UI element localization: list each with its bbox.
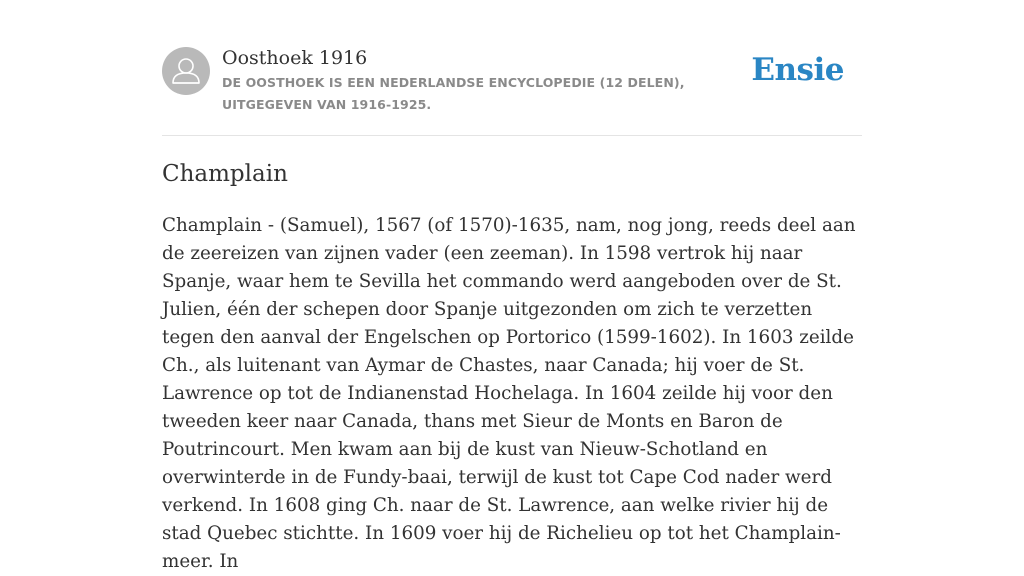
article-title: Champlain [162, 161, 288, 187]
user-icon [162, 47, 210, 95]
source-avatar[interactable] [162, 47, 210, 95]
source-header [162, 46, 862, 136]
article-body: Champlain - (Samuel), 1567 (of 1570)-1635, nam, nog jong, reeds deel aan de zeereizen van zijnen vader (een zeeman). In 1598 vertrok hij naar Spanje, waar hem te Sevilla het commando werd aangeboden over de St. Julien, één der schepen door Spanje uitgezonden om zich te verzetten tegen den aanval der Engelschen op Portorico (1599-1602). In 1603 zeilde Ch., als luitenant van Aymar de Chastes, naar Canada; hij voer de St. Lawrence op tot de Indianenstad Hochelaga. In 1604 zeilde hij voor den tweeden keer naar Canada, thans met Sieur de Monts en Baron de Poutrincourt. Men kwam aan bij de kust van Nieuw-Schotland en overwinterde in de Fundy-baai, terwijl de kust tot Cape Cod nader werd verkend. In 1608 ging Ch. naar de St. Lawrence, aan welke rivier hij de stad Quebec stichtte. In 1609 voer hij de Richelieu op tot het Champlain-meer. In [162, 215, 856, 572]
ensie-logo-link[interactable]: Ensie [751, 52, 844, 88]
header-divider [162, 135, 862, 136]
source-name[interactable]: Oosthoek 1916 [222, 47, 368, 69]
source-description: DE OOSTHOEK IS EEN NEDERLANDSE ENCYCLOPEDIE (12 DELEN), UITGEGEVEN VAN 1916-1925. [222, 75, 685, 112]
